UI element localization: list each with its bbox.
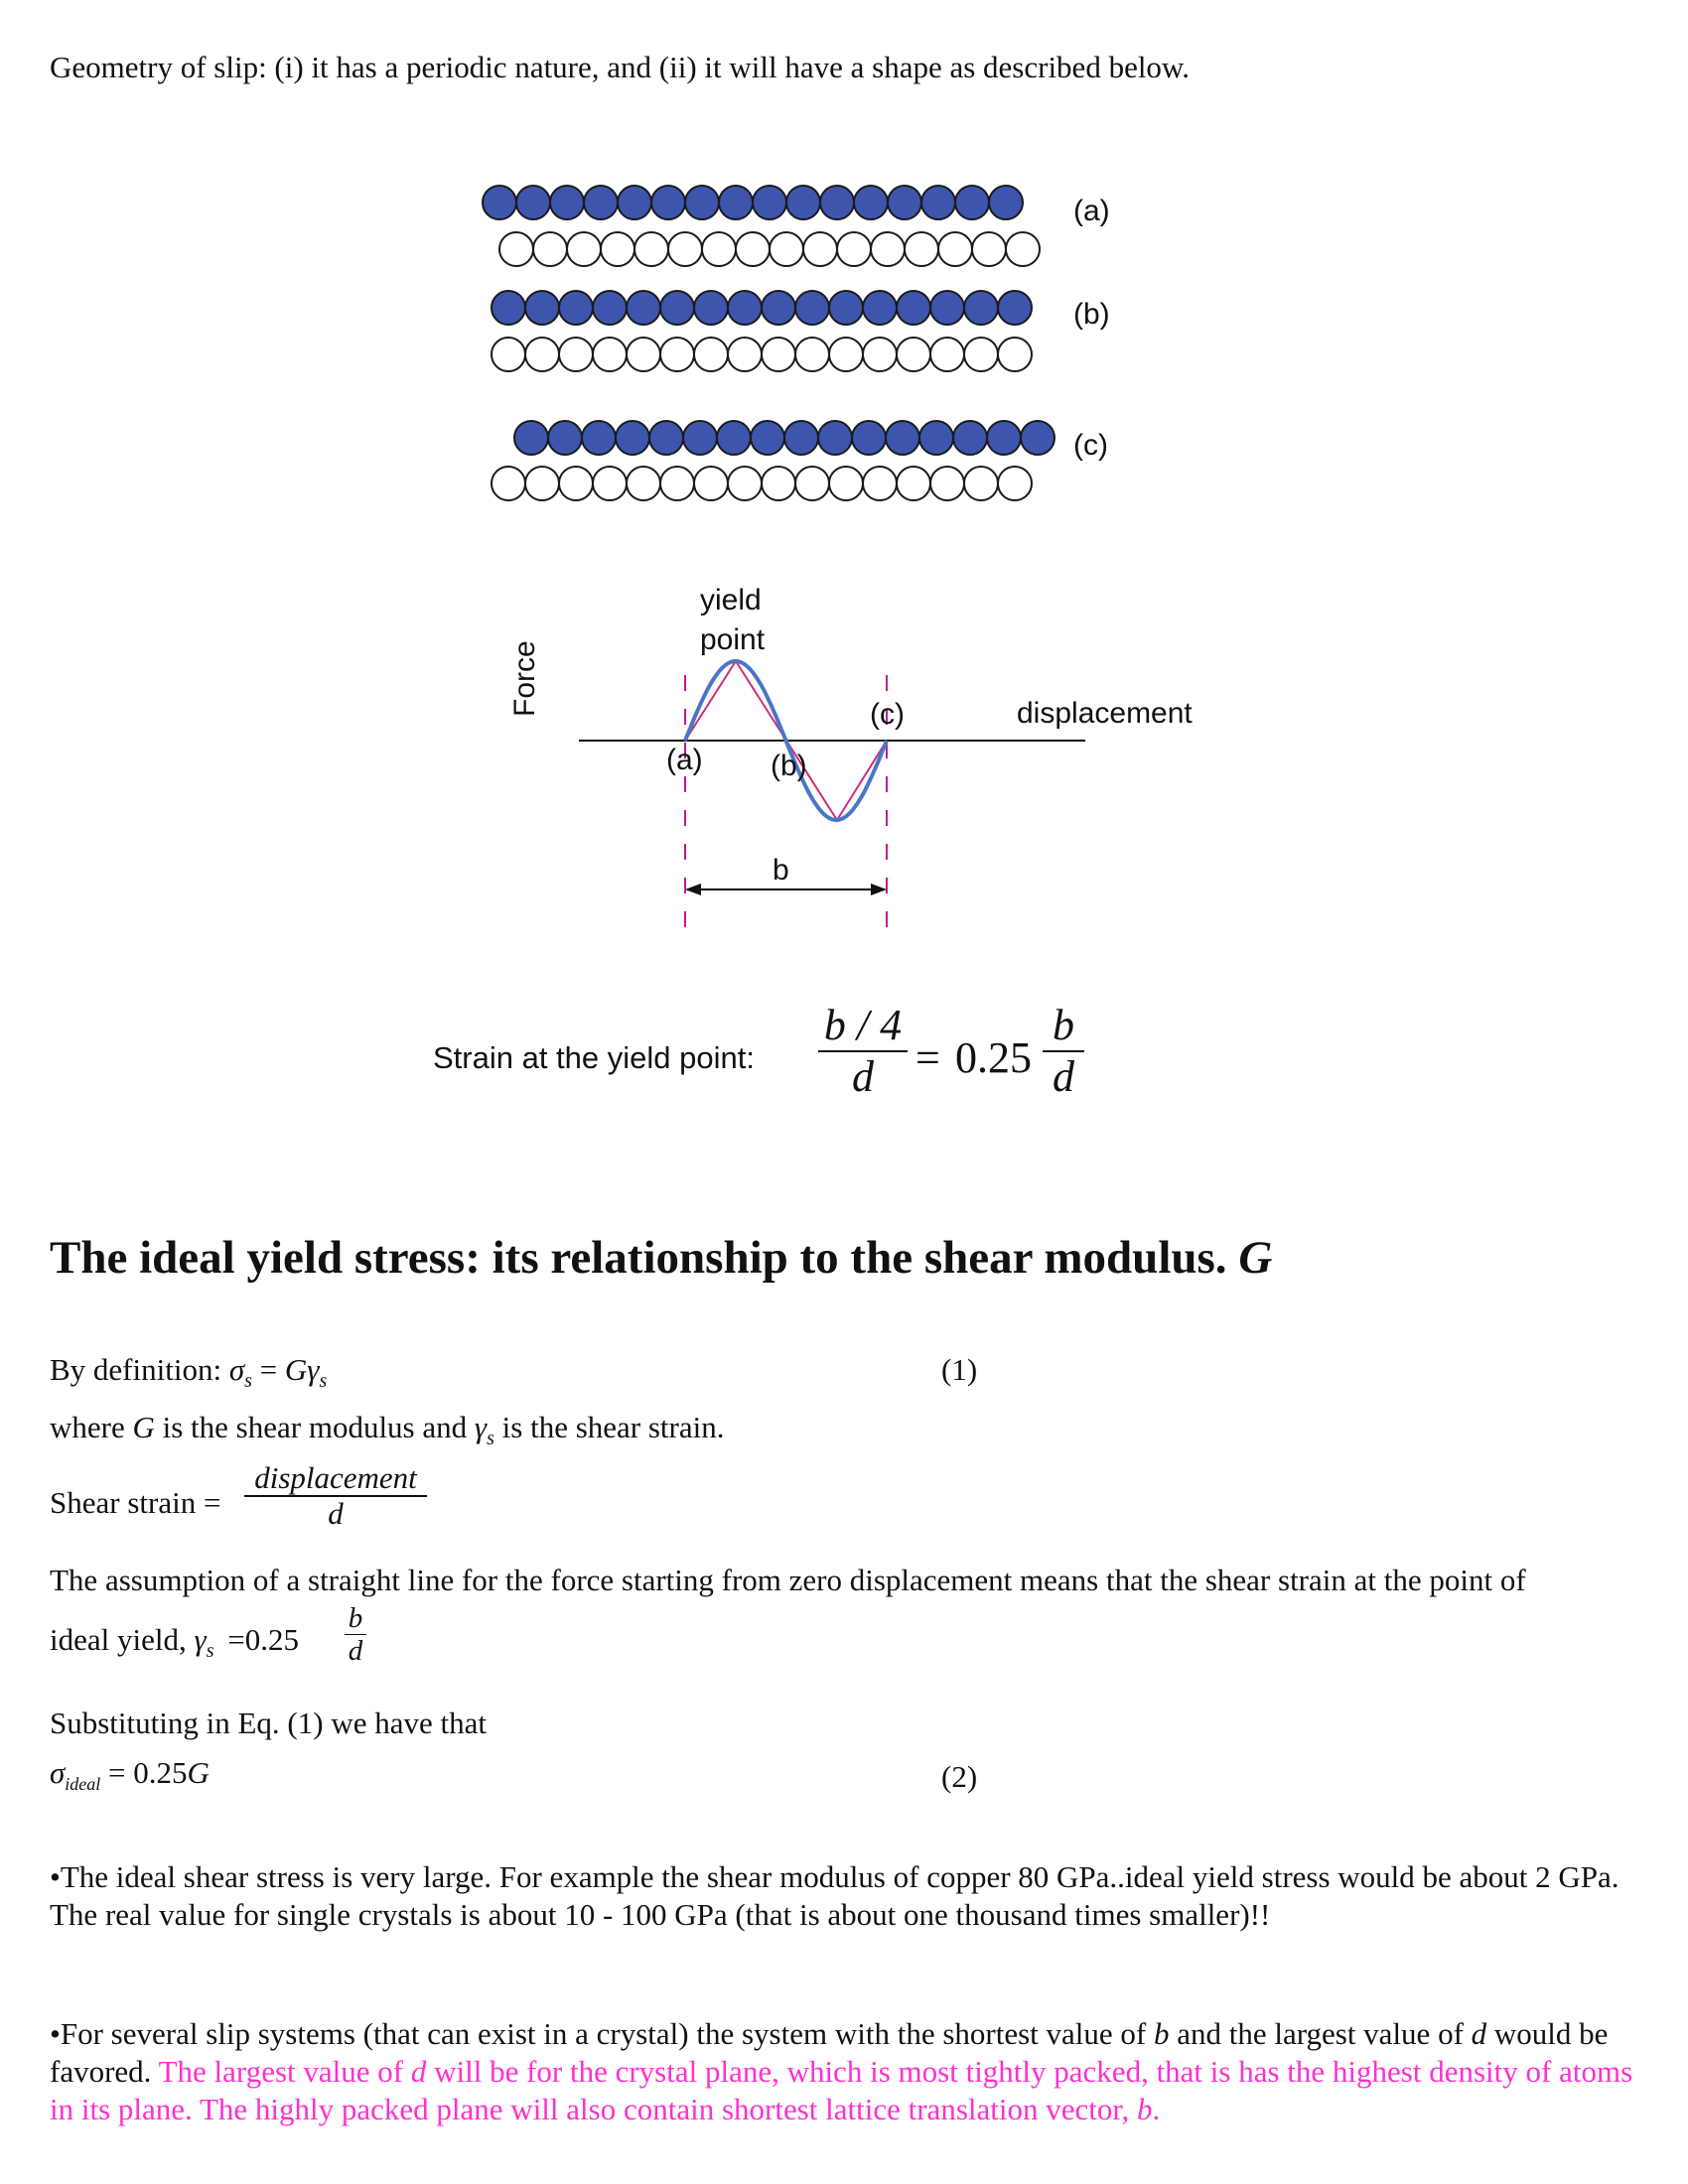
assumption-coef: 0.25 xyxy=(244,1622,299,1657)
assumption-equals: = xyxy=(227,1622,245,1657)
bullet2-part2: and the largest value of xyxy=(1169,2016,1472,2051)
eq2-line xyxy=(50,1755,210,1795)
atom-rows-diagram xyxy=(0,0,1688,556)
open-atom-a-bottom xyxy=(803,232,837,266)
filled-atom-b-top xyxy=(998,291,1032,325)
filled-atom-a-top xyxy=(685,186,719,219)
open-atom-b-bottom xyxy=(998,338,1032,371)
filled-atom-c-top xyxy=(616,421,649,455)
where-G: G xyxy=(132,1410,155,1444)
filled-atom-b-top xyxy=(829,291,863,325)
eq1-line xyxy=(50,1352,327,1393)
strain-equals: = xyxy=(915,1033,940,1082)
period-arrow-left-head xyxy=(685,884,701,895)
row-label-c: (c) xyxy=(1073,429,1108,462)
filled-atom-b-top xyxy=(525,291,559,325)
open-atom-a-bottom xyxy=(567,232,601,266)
filled-atom-b-top xyxy=(964,291,998,325)
eq1-sigma: σ xyxy=(228,1352,245,1387)
strain-frac2-den: d xyxy=(1053,1052,1074,1101)
row-label-b: (b) xyxy=(1073,298,1110,331)
open-atom-a-bottom xyxy=(837,232,871,266)
filled-atom-c-top xyxy=(548,421,582,455)
filled-atom-c-top xyxy=(987,421,1021,455)
filled-atom-a-top xyxy=(786,186,820,219)
open-atom-b-bottom xyxy=(762,338,795,371)
strain-frac1-num: b / 4 xyxy=(823,1001,903,1049)
filled-atom-b-top xyxy=(897,291,930,325)
intro-text: Geometry of slip: (i) it has a periodic nature, and (ii) it will have a shape as described below. xyxy=(50,50,1191,84)
open-atom-a-bottom xyxy=(702,232,736,266)
yield-label-line2: point xyxy=(700,623,766,656)
filled-atom-b-top xyxy=(627,291,660,325)
eq2-rhs: = 0.25 xyxy=(108,1755,188,1790)
eq2-sigma-sub: ideal xyxy=(65,1774,101,1795)
filled-atom-a-top xyxy=(584,186,618,219)
filled-atom-a-top xyxy=(955,186,989,219)
open-atom-b-bottom xyxy=(627,338,660,371)
assumption-frac-num: b xyxy=(348,1602,363,1634)
assumption-gamma: γ xyxy=(194,1622,207,1657)
open-atom-c-bottom xyxy=(897,467,930,500)
filled-atom-b-top xyxy=(863,291,897,325)
displacement-axis-label: displacement xyxy=(1017,697,1193,730)
open-atom-b-bottom xyxy=(660,338,694,371)
filled-atom-a-top xyxy=(719,186,753,219)
bullet2-pink3: . xyxy=(1152,2092,1161,2126)
heading-text: The ideal yield stress: its relationship to the shear modulus. xyxy=(50,1232,1227,1284)
filled-atom-c-top xyxy=(649,421,683,455)
open-atom-c-bottom xyxy=(694,467,728,500)
eq2-number: (2) xyxy=(941,1759,978,1794)
filled-atom-a-top xyxy=(516,186,550,219)
eq1-prefix: By definition: xyxy=(50,1352,222,1387)
filled-atom-a-top xyxy=(854,186,888,219)
filled-atom-a-top xyxy=(550,186,584,219)
open-atom-b-bottom xyxy=(897,338,930,371)
strain-fraction-1 xyxy=(818,1001,908,1102)
bullet2-d: d xyxy=(1471,2016,1487,2051)
eq1-gamma-sub: s xyxy=(319,1370,328,1393)
open-atom-a-bottom xyxy=(499,232,533,266)
open-atom-a-bottom xyxy=(938,232,972,266)
filled-atom-b-top xyxy=(930,291,964,325)
open-atom-c-bottom xyxy=(762,467,795,500)
eq1-number: (1) xyxy=(941,1352,978,1387)
bullet-ideal-shear-stress: •The ideal shear stress is very large. For example the shear modulus of copper 80 GPa..ideal yield stress would be about 2 GPa. The real value for single crystals is about 10 - 100 GPa (that is about one thousand times smaller)!! xyxy=(50,1859,1619,1932)
shear-strain-label: Shear strain = xyxy=(50,1485,221,1520)
open-atom-a-bottom xyxy=(634,232,668,266)
force-axis-label: Force xyxy=(508,640,541,717)
bullet2-pink-b: b xyxy=(1136,2092,1153,2126)
open-atom-b-bottom xyxy=(930,338,964,371)
open-atom-c-bottom xyxy=(829,467,863,500)
substituting-text: Substituting in Eq. (1) we have that xyxy=(50,1706,487,1740)
open-atom-b-bottom xyxy=(829,338,863,371)
filled-atom-c-top xyxy=(717,421,751,455)
bullet2-part1: •For several slip systems (that can exist in a crystal) the system with the shortest value of xyxy=(50,2016,1154,2051)
filled-atom-c-top xyxy=(852,421,886,455)
open-atom-a-bottom xyxy=(905,232,938,266)
shear-frac-num: displacement xyxy=(254,1460,417,1495)
filled-atom-c-top xyxy=(818,421,852,455)
open-atom-a-bottom xyxy=(601,232,634,266)
open-atom-c-bottom xyxy=(998,467,1032,500)
filled-atom-c-top xyxy=(886,421,919,455)
open-atom-c-bottom xyxy=(525,467,559,500)
yield-label-line1: yield xyxy=(700,584,762,616)
open-atom-a-bottom xyxy=(533,232,567,266)
filled-atom-b-top xyxy=(795,291,829,325)
filled-atom-a-top xyxy=(618,186,651,219)
assumption-fraction xyxy=(345,1602,366,1667)
open-atom-a-bottom xyxy=(972,232,1006,266)
open-atom-a-bottom xyxy=(736,232,770,266)
filled-atom-c-top xyxy=(1021,421,1055,455)
strain-eq-label: Strain at the yield point: xyxy=(433,1040,755,1075)
open-atom-b-bottom xyxy=(492,338,525,371)
yield-point-label xyxy=(700,581,765,660)
filled-atom-c-top xyxy=(514,421,548,455)
strain-coef: 0.25 xyxy=(955,1033,1032,1082)
eq1-equals: = xyxy=(251,1352,285,1387)
bullet2-b: b xyxy=(1153,2016,1170,2051)
shear-strain-fraction xyxy=(244,1461,427,1531)
open-atom-b-bottom xyxy=(559,338,593,371)
open-atom-b-bottom xyxy=(593,338,627,371)
strain-frac1-den: d xyxy=(852,1052,874,1101)
open-atom-c-bottom xyxy=(492,467,525,500)
assumption-gamma-sub: s xyxy=(206,1640,214,1663)
eq1-gamma: γ xyxy=(307,1352,320,1387)
eq2-sigma: σ xyxy=(50,1755,66,1790)
where-part1: where xyxy=(50,1410,133,1444)
open-atom-c-bottom xyxy=(728,467,762,500)
eq1-G: G xyxy=(284,1352,308,1387)
open-atom-a-bottom xyxy=(668,232,702,266)
filled-atom-c-top xyxy=(751,421,784,455)
strain-fraction-2 xyxy=(1043,1001,1084,1102)
open-atom-b-bottom xyxy=(795,338,829,371)
filled-atom-b-top xyxy=(694,291,728,325)
period-arrow-right-head xyxy=(871,884,887,895)
where-gamma-sub: s xyxy=(487,1428,494,1450)
filled-atom-a-top xyxy=(753,186,786,219)
point-label-c: (c) xyxy=(870,698,905,731)
open-atom-c-bottom xyxy=(627,467,660,500)
filled-atom-b-top xyxy=(559,291,593,325)
row-label-a: (a) xyxy=(1073,195,1110,227)
eq1-sigma-sub: s xyxy=(244,1370,252,1393)
point-label-a: (a) xyxy=(666,744,703,776)
filled-atom-b-top xyxy=(593,291,627,325)
open-atom-b-bottom xyxy=(728,338,762,371)
filled-atom-c-top xyxy=(582,421,616,455)
bullet2-part3: would be favored. xyxy=(50,2016,1609,2089)
assumption-prefix: ideal yield, xyxy=(50,1622,187,1657)
heading-symbol: G xyxy=(1238,1232,1273,1284)
bullet-slip-systems xyxy=(50,2015,1648,2128)
filled-atom-b-top xyxy=(728,291,762,325)
assumption-line2 xyxy=(50,1622,299,1663)
filled-atom-a-top xyxy=(888,186,921,219)
point-label-b: (b) xyxy=(771,750,807,782)
filled-atom-c-top xyxy=(919,421,953,455)
open-atom-c-bottom xyxy=(795,467,829,500)
period-label-b: b xyxy=(773,854,789,887)
section-heading xyxy=(50,1231,1272,1285)
where-gamma: γ xyxy=(474,1410,488,1444)
open-atom-c-bottom xyxy=(863,467,897,500)
open-atom-c-bottom xyxy=(593,467,627,500)
open-atom-a-bottom xyxy=(871,232,905,266)
bullet2-pink2: will be for the crystal plane, which is most tightly packed, that is has the highest density of atoms in its plane. The highly packed plane will also contain shortest lattice translation vector, xyxy=(50,2054,1633,2126)
filled-atom-a-top xyxy=(651,186,685,219)
open-atom-a-bottom xyxy=(1006,232,1040,266)
open-atom-b-bottom xyxy=(863,338,897,371)
filled-atom-a-top xyxy=(820,186,854,219)
filled-atom-c-top xyxy=(683,421,717,455)
assumption-line1: The assumption of a straight line for the force starting from zero displacement means that the shear strain at the point of xyxy=(50,1563,1526,1597)
filled-atom-b-top xyxy=(660,291,694,325)
where-part2: is the shear modulus and xyxy=(154,1410,475,1444)
filled-atom-c-top xyxy=(784,421,818,455)
filled-atom-b-top xyxy=(492,291,525,325)
open-atom-b-bottom xyxy=(525,338,559,371)
filled-atom-a-top xyxy=(483,186,516,219)
filled-atom-b-top xyxy=(762,291,795,325)
force-displacement-plot xyxy=(0,556,1688,973)
strain-frac2-num: b xyxy=(1053,1001,1074,1049)
eq2-G: G xyxy=(187,1755,210,1790)
filled-atom-a-top xyxy=(921,186,955,219)
open-atom-a-bottom xyxy=(770,232,803,266)
assumption-frac-den: d xyxy=(348,1635,363,1667)
filled-atom-c-top xyxy=(953,421,987,455)
open-atom-b-bottom xyxy=(694,338,728,371)
bullet2-pink-d: d xyxy=(410,2054,427,2089)
where-line xyxy=(50,1410,724,1450)
where-part3: is the shear strain. xyxy=(493,1410,725,1444)
bullet2-pink1: The largest value of xyxy=(158,2054,411,2089)
open-atom-c-bottom xyxy=(559,467,593,500)
open-atom-c-bottom xyxy=(930,467,964,500)
open-atom-b-bottom xyxy=(964,338,998,371)
open-atom-c-bottom xyxy=(660,467,694,500)
filled-atom-a-top xyxy=(989,186,1023,219)
open-atom-c-bottom xyxy=(964,467,998,500)
shear-frac-den: d xyxy=(328,1496,344,1531)
